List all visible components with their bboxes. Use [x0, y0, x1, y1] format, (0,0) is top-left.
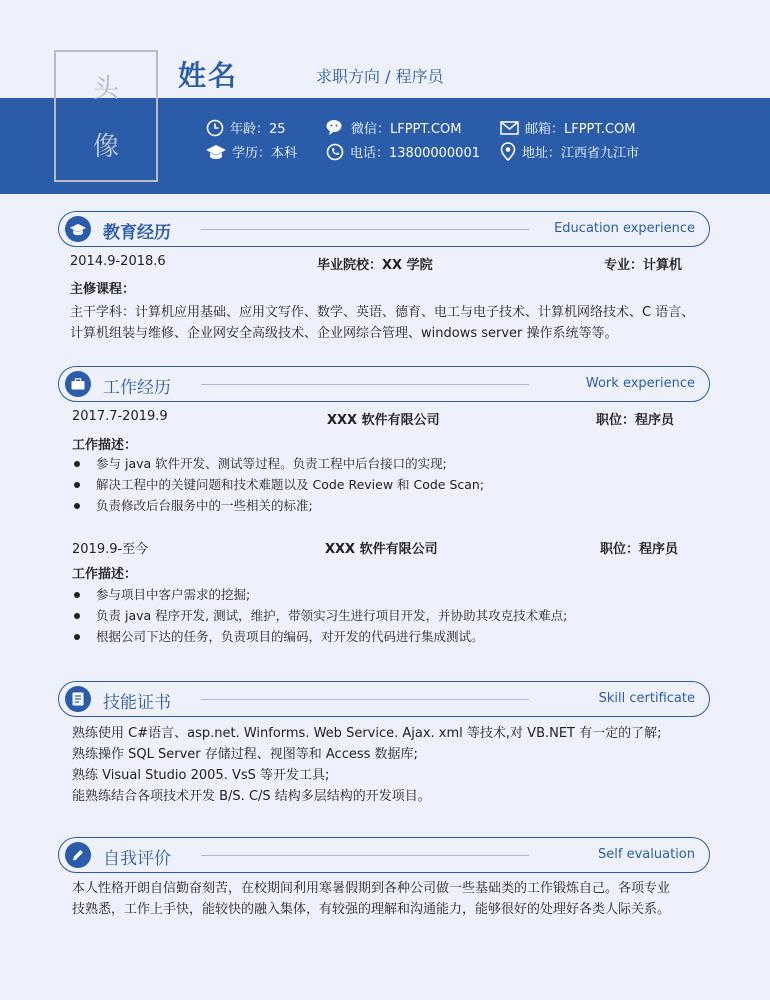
skill-line: 熟练使用 C#语言、asp.net. Winforms. Web Service. Ajax. xml 等技术,对 VB.NET 有一定的了解; [72, 726, 662, 741]
course-line: 主干学科：计算机应用基础、应用文写作、数学、英语、德育、电工与电子技术、计算机网络技术、C 语言、 [70, 305, 695, 320]
course-text [70, 302, 710, 344]
age-text: 年龄：25 [230, 122, 286, 137]
job-desc-label: 工作描述： [72, 567, 138, 582]
skill-line: 能熟练结合各项技术开发 B/S. C/S 结构多层结构的开发项目。 [72, 789, 431, 804]
divider [201, 229, 529, 230]
pen-icon [65, 842, 91, 868]
self-eval-line: 本人性格开朗自信勤奋刻苦，在校期间利用寒暑假期到各种公司做一些基础类的工作锻炼自己。各项专业 [72, 881, 671, 896]
self-eval-title: 自我评价 [103, 849, 171, 869]
graduation-cap-icon [206, 144, 226, 160]
candidate-name: 姓名 [178, 59, 239, 92]
list-item: 负责 java 程序开发, 测试，维护，带领实习生进行项目开发，并协助其攻克技术难点; [72, 605, 567, 626]
education-school: 毕业院校：XX 学院 [317, 258, 433, 273]
job-company: XXX 软件有限公司 [325, 542, 438, 557]
avatar-placeholder [54, 50, 158, 182]
info-email [500, 118, 635, 137]
job-period: 2017.7-2019.9 [72, 409, 168, 424]
job-intent: 求职方向 / 程序员 [316, 67, 444, 86]
education-period: 2014.9-2018.6 [70, 254, 166, 269]
self-eval-text [72, 878, 712, 920]
education-title-en: Education experience [554, 221, 695, 236]
info-education [206, 142, 297, 161]
skills-section-header [58, 681, 710, 717]
address-text: 地址：江西省九江市 [522, 146, 640, 161]
briefcase-icon [65, 371, 91, 397]
self-eval-title-en: Self evaluation [598, 847, 695, 862]
info-address [500, 142, 639, 161]
certificate-icon [65, 686, 91, 712]
skill-line: 熟练 Visual Studio 2005. VsS 等开发工具; [72, 768, 330, 783]
clock-icon [206, 119, 224, 137]
education-title: 教育经历 [103, 223, 171, 243]
job-position: 职位：程序员 [596, 413, 675, 428]
info-phone [326, 142, 480, 161]
job-position: 职位：程序员 [600, 542, 679, 557]
education-major: 专业：计算机 [604, 258, 683, 273]
info-wechat [326, 118, 461, 137]
location-pin-icon [500, 142, 516, 161]
divider [201, 384, 529, 385]
email-text: 邮箱：LFPPT.COM [525, 122, 636, 137]
education-row [70, 254, 690, 273]
wechat-text: 微信：LFPPT.COM [351, 122, 462, 137]
list-item: 负责修改后台服务中的一些相关的标准; [72, 495, 484, 516]
list-item: 解决工程中的关键问题和技术难题以及 Code Review 和 Code Scan; [72, 474, 484, 495]
list-item: 参与 java 软件开发、测试等过程。负责工程中后台接口的实现; [72, 453, 484, 474]
course-line: 计算机组装与维修、企业网安全高级技术、企业网综合管理、windows server 操作系统等等。 [70, 326, 618, 341]
phone-text: 电话：13800000001 [350, 146, 480, 161]
job-desc-list [72, 584, 567, 647]
course-label: 主修课程： [70, 282, 136, 297]
skill-line: 熟练操作 SQL Server 存储过程、视图等和 Access 数据库; [72, 747, 418, 762]
phone-icon [326, 143, 344, 161]
job-company: XXX 软件有限公司 [327, 413, 440, 428]
self-eval-line: 技熟悉，工作上手快，能较快的融入集体，有较强的理解和沟通能力，能够很好的处理好各类人际关系。 [72, 902, 671, 917]
work-title-en: Work experience [585, 376, 695, 391]
skills-title: 技能证书 [103, 693, 171, 713]
skills-title-en: Skill certificate [598, 691, 695, 706]
education-icon [65, 216, 91, 242]
self-eval-section-header [58, 837, 710, 873]
list-item: 根据公司下达的任务，负责项目的编码，对开发的代码进行集成测试。 [72, 626, 567, 647]
wechat-icon [326, 119, 345, 136]
skills-text [72, 723, 712, 807]
avatar-char-1: 头 [92, 74, 119, 104]
job-row [72, 538, 692, 557]
divider [201, 855, 529, 856]
info-age [206, 118, 286, 137]
job-desc-label: 工作描述： [72, 438, 138, 453]
divider [201, 699, 529, 700]
avatar-char-2: 像 [92, 132, 119, 162]
list-item: 参与项目中客户需求的挖掘; [72, 584, 567, 605]
job-desc-list [72, 453, 484, 516]
job-period: 2019.9-至今 [72, 542, 149, 557]
education-section-header [58, 211, 710, 247]
work-section-header [58, 366, 710, 402]
job-row [72, 409, 692, 428]
mail-icon [500, 121, 519, 135]
education-text: 学历：本科 [232, 146, 298, 161]
work-title: 工作经历 [103, 378, 171, 398]
